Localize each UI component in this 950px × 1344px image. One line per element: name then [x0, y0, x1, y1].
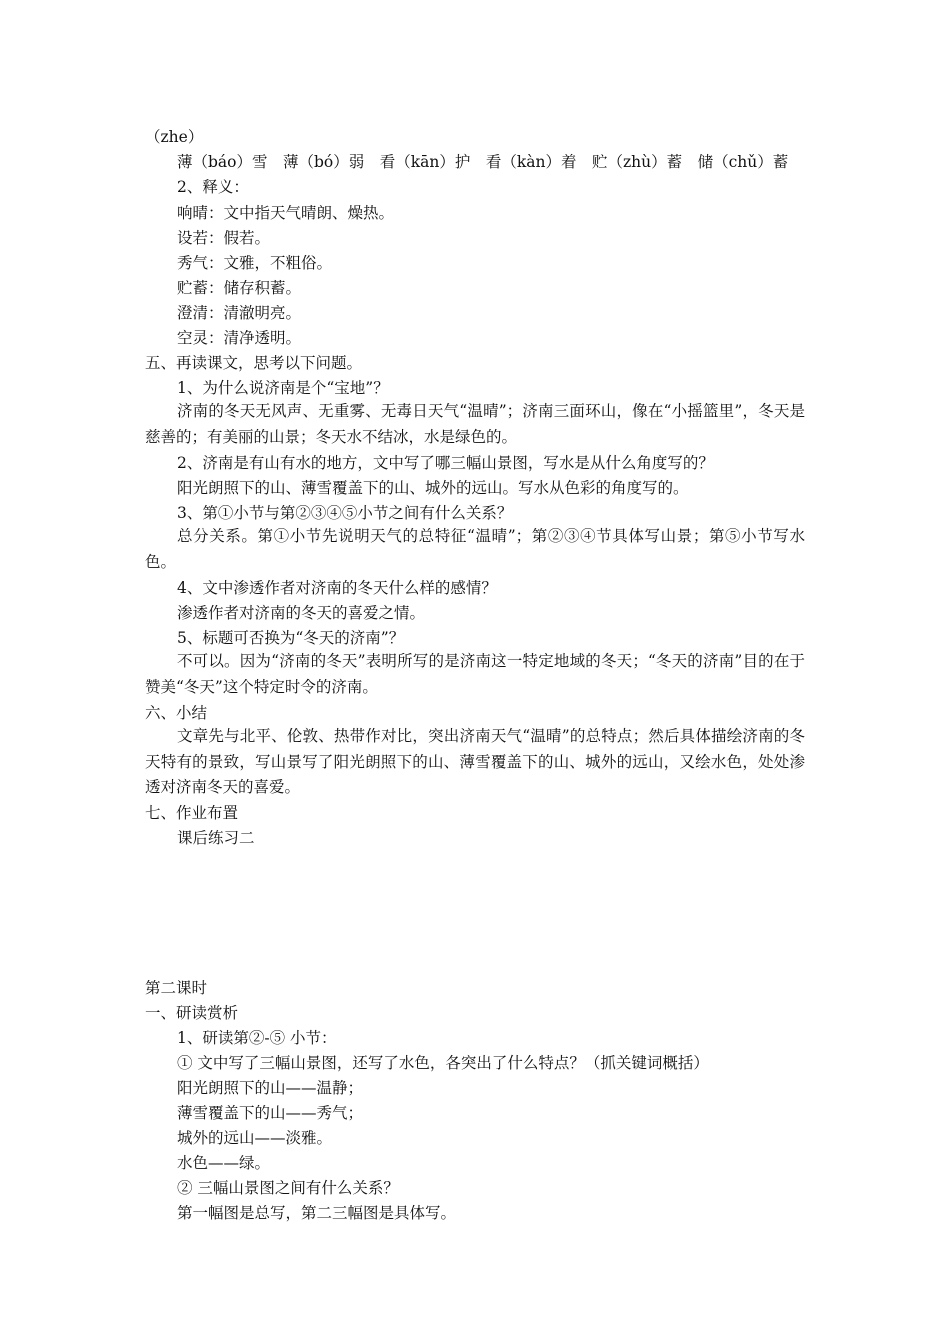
summary-paragraph: 文章先与北平、伦敦、热带作对比，突出济南天气“温晴”的总特点；然后具体描绘济南的冬天特有的景致，写山景写了阳光朗照下的山、薄雪覆盖下的山、城外的远山，又绘水色，处处渗透对济南冬天的喜爱。 [145, 727, 805, 796]
answer-paragraph: 总分关系。第①小节先说明天气的总特征“温晴”；第②③④节具体写山景；第⑤小节写水色。 [145, 527, 805, 571]
section-heading: 六、小结 [145, 704, 208, 722]
subheading: 1、研读第②-⑤ 小节： [177, 1029, 337, 1047]
question: 2、济南是有山有水的地方，文中写了哪三幅山景图，写水是从什么角度写的？ [177, 454, 714, 472]
answer-item: 水色——绿。 [177, 1154, 271, 1172]
definition-item: 澄清：清澈明亮。 [177, 304, 302, 322]
section-heading: 七、作业布置 [145, 804, 239, 822]
question: 3、第①小节与第②③④⑤小节之间有什么关系？ [177, 504, 513, 522]
definition-item: 空灵：清净透明。 [177, 329, 302, 347]
definitions-heading: 2、释义： [177, 178, 249, 196]
definition-item: 秀气：文雅，不粗俗。 [177, 254, 333, 272]
answer-paragraph: 不可以。因为“济南的冬天”表明所写的是济南这一特定地域的冬天；“冬天的济南”目的在于赞美“冬天”这个特定时令的济南。 [145, 652, 805, 696]
answer-item: 阳光朗照下的山——温静； [177, 1079, 364, 1097]
answer-item: 城外的远山——淡雅。 [177, 1129, 333, 1147]
answer-paragraph: 济南的冬天无风声、无重雾、无毒日天气“温晴”；济南三面环山，像在“小摇篮里”，冬天是慈善的；有美丽的山景；冬天水不结冰，水是绿色的。 [145, 402, 805, 446]
question: 4、文中渗透作者对济南的冬天什么样的感情？ [177, 579, 497, 597]
answer: 阳光朗照下的山、薄雪覆盖下的山、城外的远山。写水从色彩的角度写的。 [177, 479, 689, 497]
question: 1、为什么说济南是个“宝地”？ [177, 379, 389, 397]
section-heading: 一、研读赏析 [145, 1004, 239, 1022]
pinyin-tail: （zhe） [145, 128, 204, 146]
definition-item: 设若：假若。 [177, 229, 271, 247]
definition-item: 响晴：文中指天气晴朗、燥热。 [177, 204, 395, 222]
question: 5、标题可否换为“冬天的济南”？ [177, 629, 405, 647]
answer: 第一幅图是总写，第二三幅图是具体写。 [177, 1204, 457, 1222]
answer-item: 薄雪覆盖下的山——秀气； [177, 1104, 364, 1122]
question: ② 三幅山景图之间有什么关系？ [177, 1179, 399, 1197]
lesson-title: 第二课时 [145, 979, 208, 997]
question: ① 文中写了三幅山景图，还写了水色，各突出了什么特点？（抓关键词概括） [177, 1054, 709, 1072]
homework-text: 课后练习二 [177, 829, 255, 847]
section-heading: 五、再读课文，思考以下问题。 [145, 354, 363, 372]
definition-item: 贮蓄：储存积蓄。 [177, 279, 302, 297]
answer: 渗透作者对济南的冬天的喜爱之情。 [177, 604, 426, 622]
pronunciation-row: 薄（báo）雪 薄（bó）弱 看（kān）护 看（kàn）着 贮（zhù）蓄 储（chǔ）蓄 [177, 153, 789, 171]
